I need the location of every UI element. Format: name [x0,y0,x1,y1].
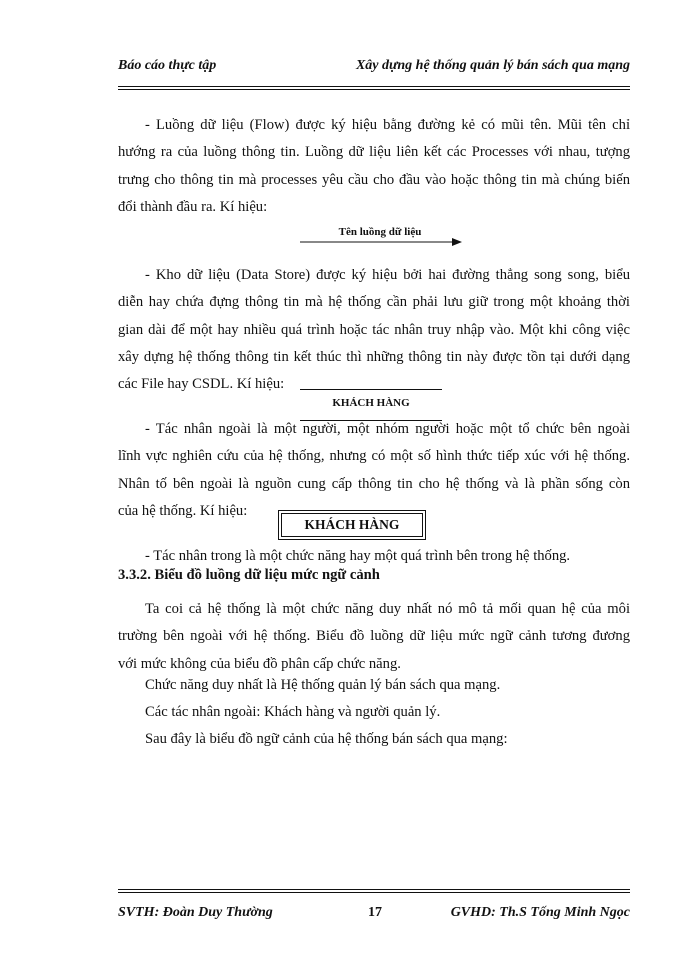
data-store-symbol-label: KHÁCH HÀNG [332,397,410,409]
header-left: Báo cáo thực tập [118,58,217,73]
text-line: - Tác nhân ngoài là một người, một nhóm người hoặc một tổ chức bên ngoài [145,421,630,437]
flow-symbol-label: Tên luồng dữ liệu [338,226,422,238]
footer-student: SVTH: Đoàn Duy Thường [118,905,273,920]
text-line: hướng ra của luồng thông tin. Luồng dữ liệu liên kết các Processes với nhau, tượng [118,144,630,161]
text-line: của hệ thống. Kí hiệu: [118,502,248,519]
text-line: - Kho dữ liệu (Data Store) được ký hiệu bởi hai đường thẳng song song, biểu [145,267,630,283]
paragraph-internal-actor: - Tác nhân trong là một chức năng hay một quá trình bên trong hệ thống. [145,548,571,564]
text-line: gian dài để một hay nhiều quá trình hoặc tác nhân truy nhập vào. Một khi công việc [118,321,630,338]
text-line: lĩnh vực nghiên cứu của hệ thống, nhưng có một số hình thức tiếp xúc với hệ thống. [118,448,630,465]
footer-advisor: GVHD: Th.S Tống Minh Ngọc [450,905,630,920]
page-number: 17 [368,905,382,920]
text-line: Nhân tố bên ngoài là nguồn cung cấp thông tin cho hệ thống và là phần sống còn [118,475,630,492]
header-rule-thin [118,89,630,90]
external-actor-box [278,510,426,540]
text-line: trường bên ngoài với hệ thống. Biểu đồ luồng dữ liệu mức ngữ cảnh tương đương [118,628,630,645]
footer-rule [118,889,630,890]
paragraph-flow [118,112,630,221]
external-actor-label: KHÁCH HÀNG [281,513,423,537]
data-store-top-line [300,389,442,390]
flow-arrow-icon [300,236,465,248]
text-line: với mức không của biểu đồ phân cấp chức năng. [118,655,401,672]
text-line: các File hay CSDL. Kí hiệu: [118,376,285,393]
header-right: Xây dựng hệ thống quản lý bán sách qua mạng [355,58,630,73]
section-heading: 3.3.2. Biểu đồ luồng dữ liệu mức ngữ cảnh [118,567,380,583]
paragraph-context [118,596,630,678]
paragraph-actors: Các tác nhân ngoài: Khách hàng và người quản lý. [145,704,441,720]
text-line: - Luồng dữ liệu (Flow) được ký hiệu bằng đường kẻ có mũi tên. Mũi tên chỉ [145,117,630,133]
text-line: diễn hay chứa đựng thông tin mà hệ thống cần phải lưu giữ trong một khoảng thời [118,294,630,311]
paragraph-following: Sau đây là biểu đồ ngữ cảnh của hệ thống bán sách qua mạng: [145,731,508,747]
text-line: đổi thành đầu ra. Kí hiệu: [118,198,268,215]
text-line: Ta coi cả hệ thống là một chức năng duy nhất nó mô tả mối quan hệ của môi [145,601,630,617]
footer-rule-thin [118,892,630,893]
paragraph-data-store [118,262,630,398]
paragraph-external-actor [118,416,630,525]
text-line: xây dựng hệ thống thông tin kết thúc thì những thông tin này được tồn tại dưới dạng [118,348,630,365]
text-line: trưng cho thông tin mà processes yêu cầu cho đầu vào hoặc thông tin mà chúng biến [118,171,630,188]
header-rule [118,86,630,87]
paragraph-single-function: Chức năng duy nhất là Hệ thống quản lý bán sách qua mạng. [145,677,501,693]
